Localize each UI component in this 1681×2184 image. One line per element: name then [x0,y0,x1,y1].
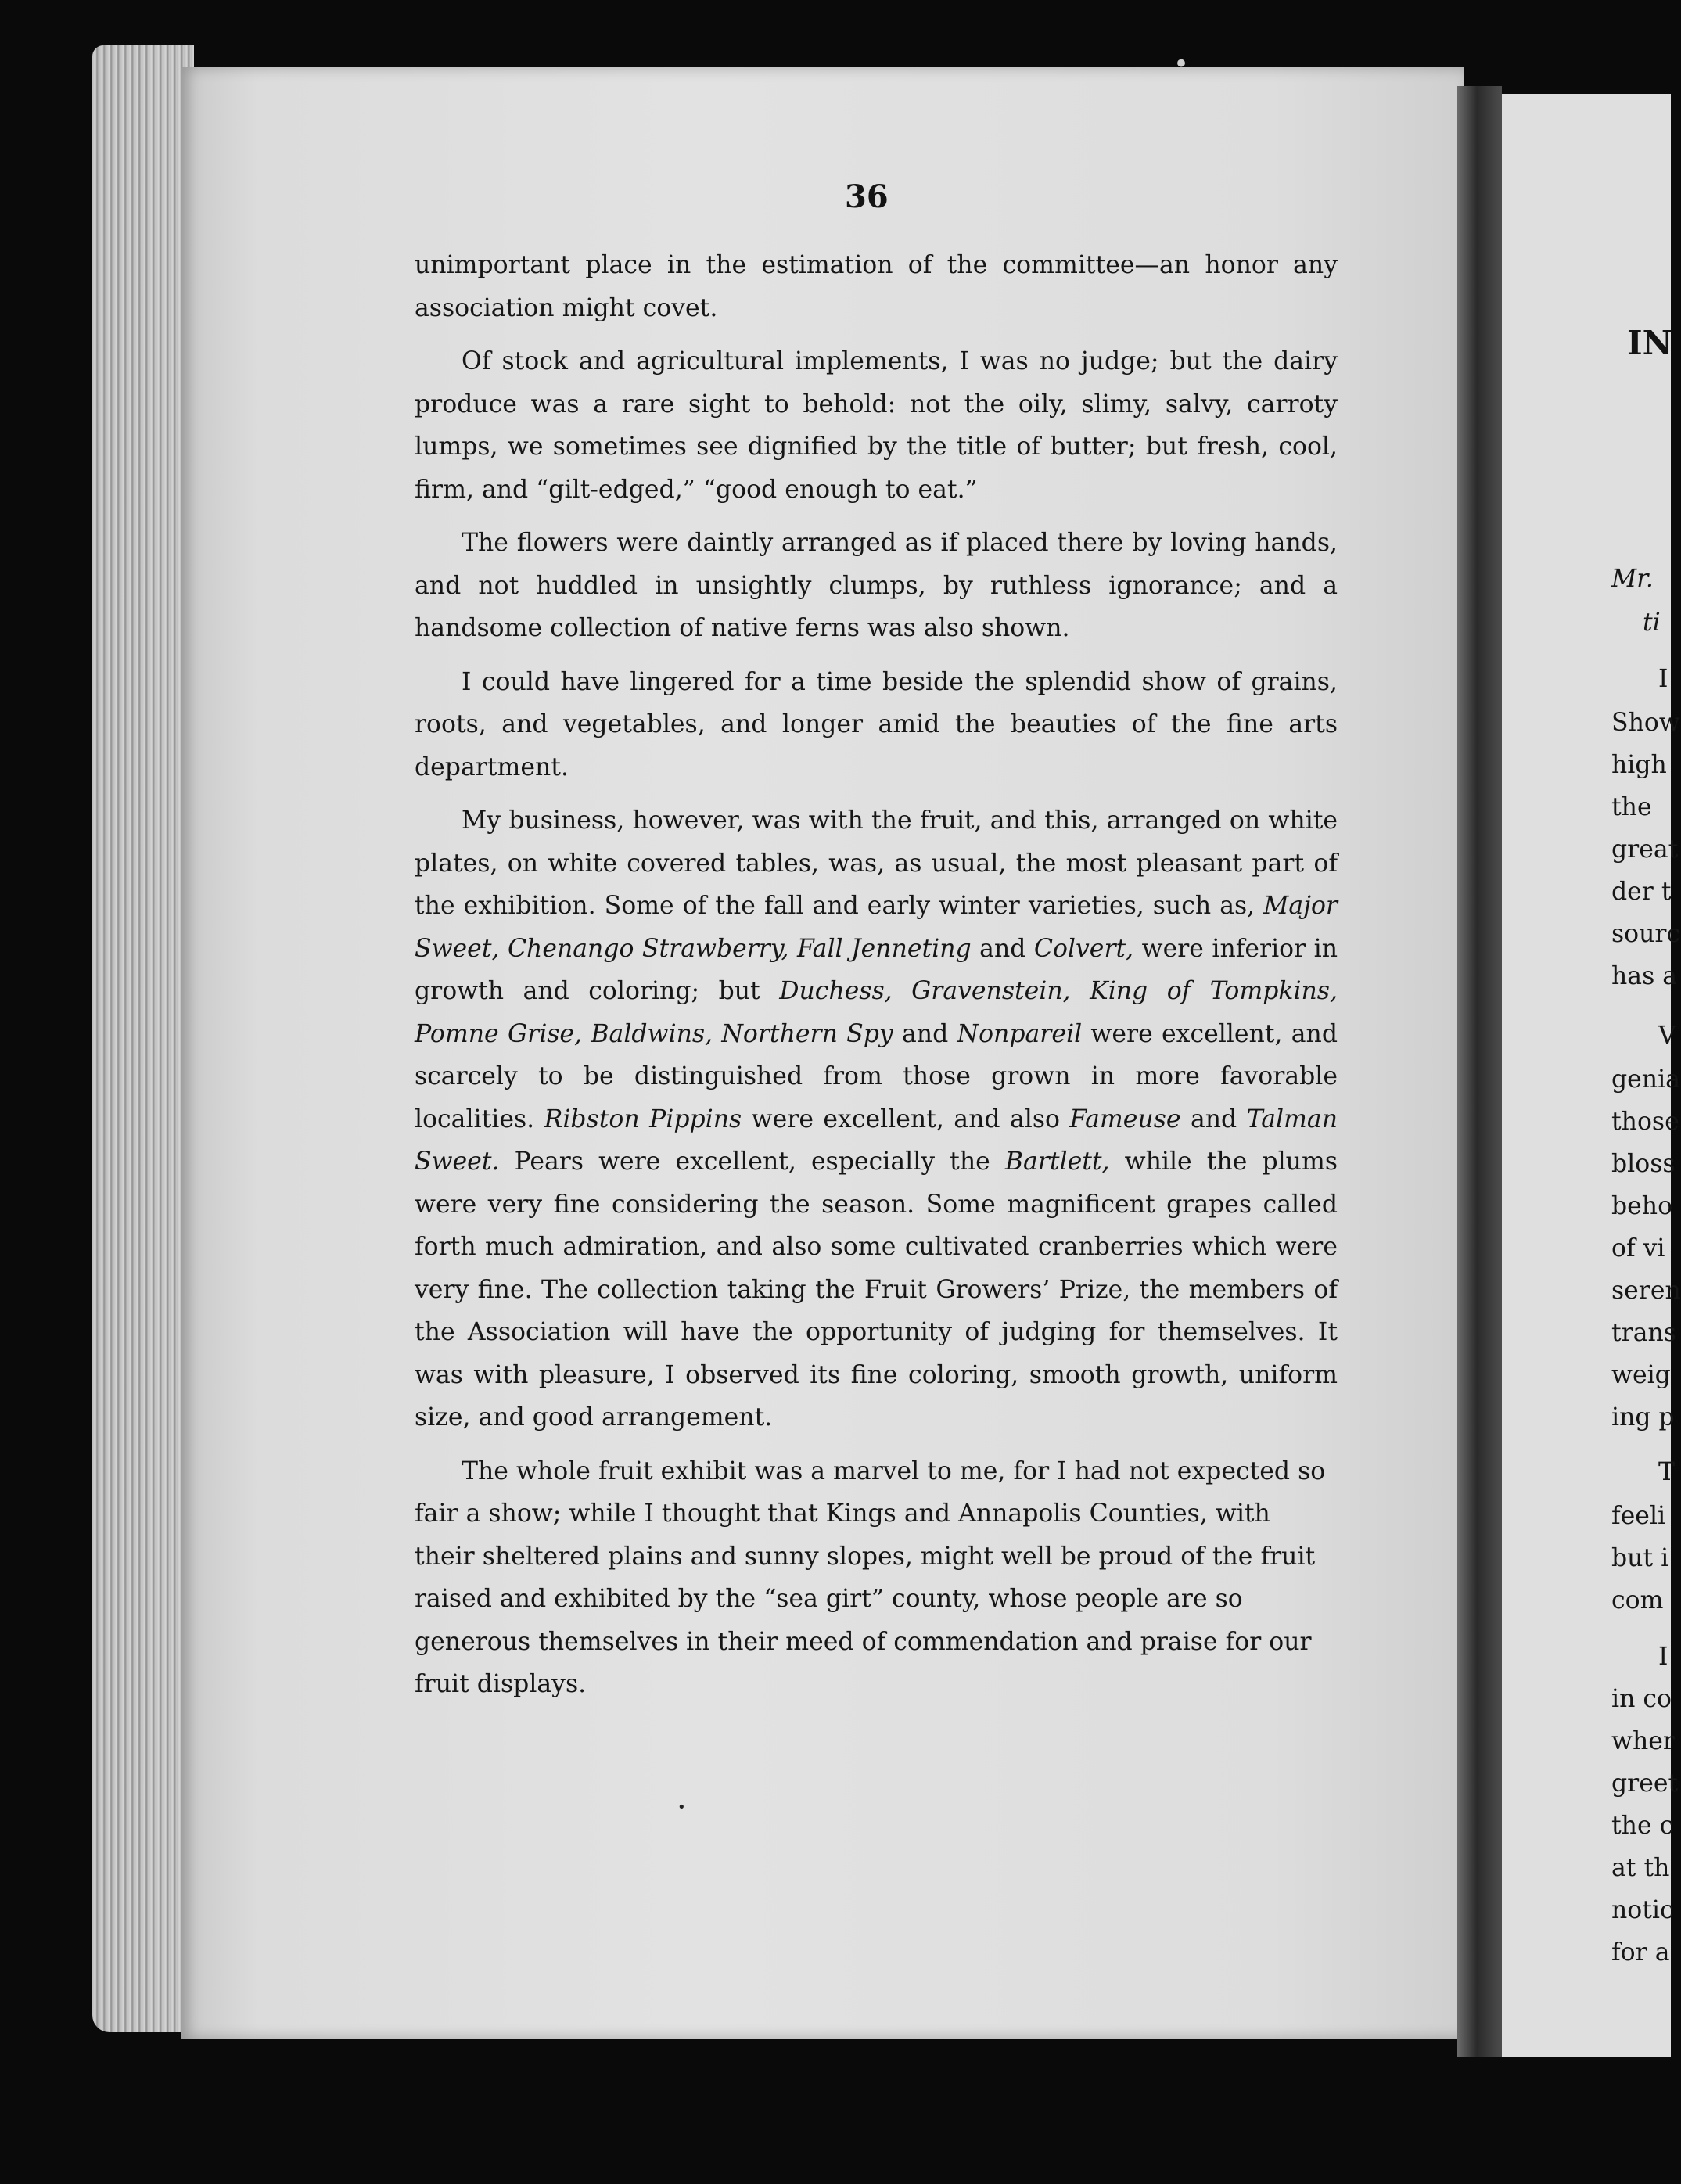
paragraph [415,1450,1338,1706]
right-page-line: notic [1611,1896,1674,1924]
text-run: The flowers were daintly arranged as if placed there by loving hands, and not huddled in unsightly clumps, by ruthless ignorance; and a handsome collection of native ferns was also shown. [415,529,1338,642]
book-gutter [1457,86,1502,2057]
italic-variety-name: Fameuse [1069,1105,1181,1133]
right-page-line: but i [1611,1544,1669,1572]
right-page-line: high [1611,751,1667,779]
right-page-line: Show [1611,709,1680,737]
right-page-line: those [1611,1108,1679,1136]
paragraph [415,340,1338,511]
body-text [415,244,1338,1717]
right-page-line: wher [1611,1727,1675,1755]
right-page-line: trans [1611,1319,1676,1347]
right-page-line: the c [1611,1812,1674,1840]
right-page-line: ing p [1611,1403,1675,1431]
italic-variety-name: Major Sweet, Chenango Strawberry, Fall Jenneting [415,892,1338,963]
right-page-line: beho [1611,1192,1673,1220]
right-page-line: bloss [1611,1150,1676,1178]
page-number: 36 [845,178,889,215]
right-page-line: Mr. [1611,565,1654,593]
page-edges [92,45,194,2032]
italic-variety-name: Ribston Pippins [544,1105,742,1133]
right-page-line: in co [1611,1685,1672,1713]
right-page-line: greet [1611,1769,1679,1798]
right-page-line: der t [1611,878,1672,906]
text-run: Of stock and agricultural implements, I was no judge; but the dairy produce was a rare sight to behold: not the oily, slimy, salvy, carroty lumps, we sometimes see dignified by the title of butter; but fresh, cool, firm, and “gilt-edged,” “good enough to eat.” [415,347,1338,504]
right-page-line: ti [1643,609,1661,637]
right-page-line: seren [1611,1277,1681,1305]
right-page-line: sourc [1611,920,1681,948]
text-run: while the plums were very fine considering the season. Some magnificent grapes called forth much admiration, and also some cultivated cranberries which were very fine. The collection taking the Fruit Growers’ Prize, the members of the Association will have the opportunity of judging for themselves. It was with pleasure, I observed its fine coloring, smooth growth, uniform size, and good arrangement. [415,1148,1338,1431]
text-run: My business, however, was with the fruit, and this, arranged on white plates, on white covered tables, was, as usual, the most pleasant part of the exhibition. Some of the fall and early winter varieties, such as, [415,806,1338,920]
text-run: were excellent, and scarcely to be distinguished from those grown in more favorable localities. [415,1019,1338,1133]
right-page-line: T [1658,1458,1676,1486]
italic-variety-name: Duchess, Gravenstein, King of Tompkins, Pomne Grise, Baldwins, Northern Spy [415,977,1338,1048]
italic-variety-name: Bartlett, [1004,1148,1110,1176]
text-run: and [893,1019,957,1048]
italic-variety-name: Nonpareil [957,1019,1083,1048]
right-page-line: I [1658,665,1668,693]
right-page-line: at th [1611,1854,1670,1882]
right-page-line: com [1611,1586,1664,1615]
right-page-line: for a [1611,1938,1670,1967]
right-page-line: genia [1611,1065,1680,1094]
right-page-line: of vi [1611,1234,1665,1263]
right-page-line: I [1658,1643,1668,1671]
right-page-line: great [1611,835,1679,864]
right-page-line: has a [1611,962,1678,990]
text-run: The whole fruit exhibit was a marvel to me, for I had not expected so fair a show; while I thought that Kings and Annapolis Counties, with their sheltered plains and sunny slopes, might well be proud of the fruit raised and exhibited by the “sea girt” county, whose people are so generous themselves in their meed of commendation and praise for our fruit displays. [415,1457,1326,1698]
italic-variety-name: Colvert, [1033,934,1134,963]
text-run: I could have lingered for a time beside the splendid show of grains, roots, and vegetables, and longer amid the beauties of the fine arts department. [415,667,1338,781]
text-run: and [1180,1105,1247,1133]
text-run: were excellent, and also [742,1105,1070,1133]
text-run: Pears were excellent, especially the [499,1148,1005,1176]
paragraph [415,661,1338,789]
page-dot: • [677,1799,686,1816]
text-run: and [971,934,1034,963]
right-page-line: the [1611,793,1652,821]
right-page-line: feeli [1611,1502,1666,1530]
text-run: were inferior in growth and coloring; but [415,934,1338,1005]
paragraph [415,799,1338,1439]
italic-variety-name: Talman Sweet. [415,1105,1338,1176]
text-run: unimportant place in the estimation of the committee—an honor any association might covet. [415,251,1338,322]
right-page-line: V [1658,1022,1676,1050]
right-page-heading: IN [1627,324,1673,362]
paragraph [415,244,1338,329]
paragraph [415,522,1338,650]
scan-speck: • [1173,48,1190,80]
right-page-line: weig [1611,1361,1671,1389]
